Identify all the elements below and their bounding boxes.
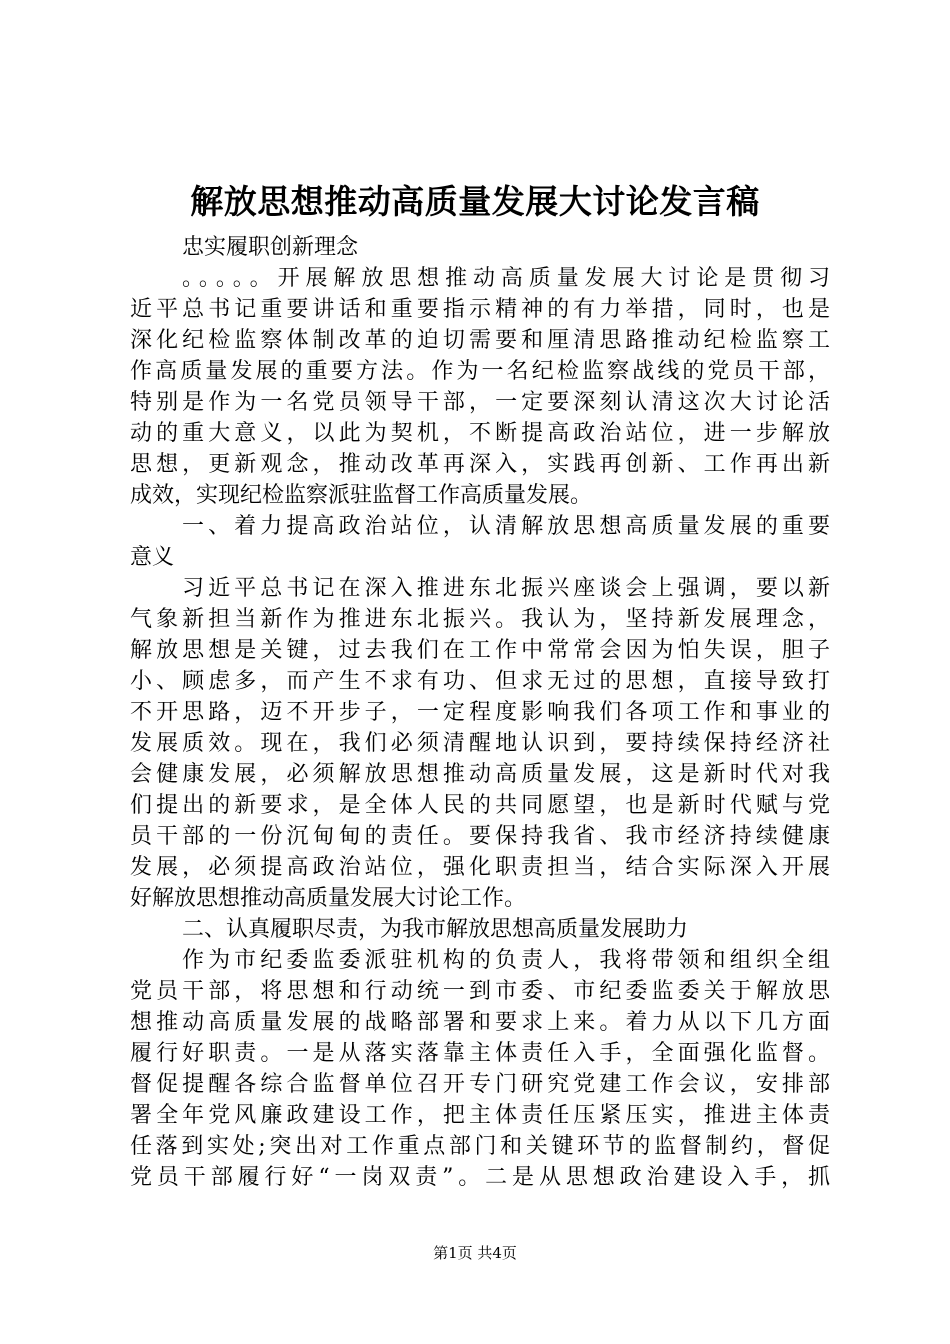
body-line: 署全年党风廉政建设工作，把主体责任压紧压实，推进主体责 xyxy=(130,1103,830,1128)
body-line: 员干部的一份沉甸甸的责任。要保持我省、我市经济持续健康 xyxy=(130,824,830,849)
document-title: 解放思想推动高质量发展大讨论发言稿 xyxy=(190,182,760,221)
body-line: 特别是作为一名党员领导干部，一定要深刻认清这次大讨论活 xyxy=(130,390,830,415)
body-line: 好解放思想推动高质量发展大讨论工作。 xyxy=(130,886,527,911)
body-line: 任落到实处;突出对工作重点部门和关键环节的监督制约，督促 xyxy=(130,1134,830,1159)
body-line: 作高质量发展的重要方法。作为一名纪检监察战线的党员干部， xyxy=(130,359,830,384)
body-line: 解放思想是关键，过去我们在工作中常常会因为怕失误，胆子 xyxy=(130,638,830,663)
body-line: 。。。。。开展解放思想推动高质量发展大讨论是贯彻习 xyxy=(182,266,830,291)
body-line: 履行好职责。一是从落实落靠主体责任入手，全面强化监督。 xyxy=(130,1041,830,1066)
body-line: 不开思路，迈不开步子，一定程度影响我们各项工作和事业的 xyxy=(130,700,830,725)
section-heading: 意义 xyxy=(130,545,175,570)
body-line: 督促提醒各综合监督单位召开专门研究党建工作会议，安排部 xyxy=(130,1072,830,1097)
body-line: 小、顾虑多，而产生不求有功、但求无过的思想，直接导致打 xyxy=(130,669,830,694)
body-line: 党员干部，将思想和行动统一到市委、市纪委监委关于解放思 xyxy=(130,979,830,1004)
body-line: 会健康发展，必须解放思想推动高质量发展，这是新时代对我 xyxy=(130,762,830,787)
body-line: 动的重大意义，以此为契机，不断提高政治站位，进一步解放 xyxy=(130,421,830,446)
body-line: 想推动高质量发展的战略部署和要求上来。着力从以下几方面 xyxy=(130,1010,830,1035)
body-line: 成效，实现纪检监察派驻监督工作高质量发展。 xyxy=(130,483,593,508)
body-line: 们提出的新要求，是全体人民的共同愿望，也是新时代赋与党 xyxy=(130,793,830,818)
body-line: 发展质效。现在，我们必须清醒地认识到，要持续保持经济社 xyxy=(130,731,830,756)
body-line: 党员干部履行好“一岗双责”。二是从思想政治建设入手，抓 xyxy=(130,1165,830,1190)
document-body xyxy=(130,232,830,1193)
page-number-footer: 第1页 共4页 xyxy=(433,1244,517,1262)
section-heading: 一、着力提高政治站位，认清解放思想高质量发展的重要 xyxy=(182,514,830,539)
body-line: 作为市纪委监委派驻机构的负责人，我将带领和组织全组 xyxy=(182,948,830,973)
body-line: 忠实履职创新理念 xyxy=(182,235,359,260)
body-line: 思想，更新观念，推动改革再深入，实践再创新、工作再出新 xyxy=(130,452,830,477)
body-line: 气象新担当新作为推进东北振兴。我认为，坚持新发展理念， xyxy=(130,607,830,632)
body-line: 深化纪检监察体制改革的迫切需要和厘清思路推动纪检监察工 xyxy=(130,328,830,353)
section-heading: 二、认真履职尽责，为我市解放思想高质量发展助力 xyxy=(182,917,689,942)
body-line: 习近平总书记在深入推进东北振兴座谈会上强调，要以新 xyxy=(182,576,830,601)
body-line: 近平总书记重要讲话和重要指示精神的有力举措，同时，也是 xyxy=(130,297,830,322)
body-line: 发展，必须提高政治站位，强化职责担当，结合实际深入开展 xyxy=(130,855,830,880)
